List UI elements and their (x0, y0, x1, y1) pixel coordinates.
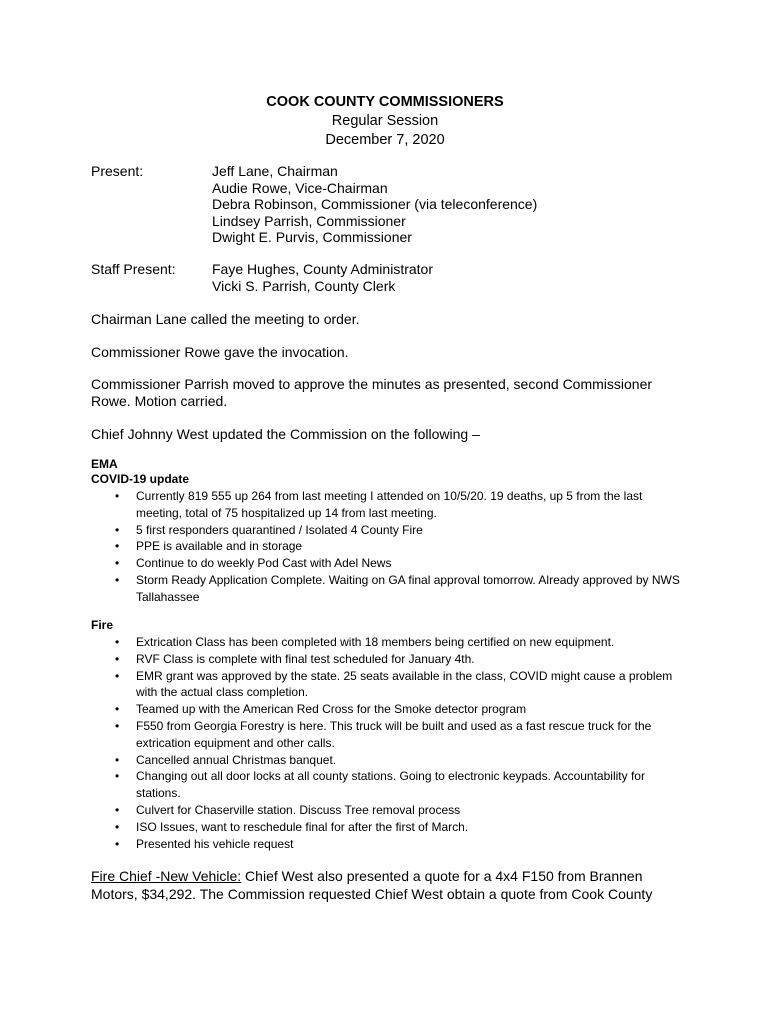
fire-heading: Fire (91, 618, 114, 632)
list-item: • Currently 819 555 up 264 from last meeting I attended on 10/5/20. 19 deaths, up 5 from the last meeting, total of 75 hospitalized up 14 from last meeting. (91, 488, 691, 522)
staff-list (212, 261, 433, 294)
list-item: • RVF Class is complete with final test scheduled for January 4th. (91, 651, 691, 668)
invocation-paragraph: Commissioner Rowe gave the invocation. (91, 344, 349, 360)
call-to-order-paragraph: Chairman Lane called the meeting to order. (91, 311, 360, 327)
meeting-date: December 7, 2020 (325, 132, 445, 148)
present-name: Jeff Lane, Chairman (212, 163, 338, 179)
fire-bullet-list (91, 634, 691, 852)
chief-update-paragraph: Chief Johnny West updated the Commission on the following – (91, 426, 480, 442)
list-item: • Culvert for Chaserville station. Discuss Tree removal process (91, 802, 691, 819)
vehicle-text: Chief West also presented a quote for a 4x4 F150 from Brannen Motors, $34,292. The Commission requested Chief West obtain a quote from Cook County (91, 868, 653, 902)
document-header (0, 93, 770, 150)
present-name: Debra Robinson, Commissioner (via teleconference) (212, 196, 538, 212)
list-item: • ISO Issues, want to reschedule final for after the first of March. (91, 819, 691, 836)
session-type: Regular Session (331, 113, 439, 129)
list-item: • PPE is available and in storage (91, 538, 691, 555)
staff-name: Vicki S. Parrish, County Clerk (212, 277, 396, 294)
covid-update-heading: COVID-19 update (91, 472, 190, 486)
list-item: • Presented his vehicle request (91, 836, 691, 853)
ema-bullet-list (91, 488, 691, 606)
list-item: • Cancelled annual Christmas banquet. (91, 752, 691, 769)
list-item: • 5 first responders quarantined / Isolated 4 County Fire (91, 522, 691, 539)
staff-present-label: Staff Present: (91, 261, 176, 277)
document-title: COOK COUNTY COMMISSIONERS (266, 94, 504, 110)
present-name: Lindsey Parrish, Commissioner (212, 212, 406, 229)
vehicle-heading: Fire Chief -New Vehicle: (91, 868, 242, 884)
list-item: • Storm Ready Application Complete. Waiting on GA final approval tomorrow. Already approved by NWS Tallahassee (91, 572, 691, 606)
minutes-motion-paragraph: Commissioner Parrish moved to approve the minutes as presented, second Commissioner Rowe. Motion carried. (91, 376, 653, 409)
present-list (212, 163, 537, 246)
list-item: • EMR grant was approved by the state. 25 seats available in the class, COVID might cause a problem with the actual class completion. (91, 668, 691, 702)
present-name: Audie Rowe, Vice-Chairman (212, 179, 388, 196)
ema-heading: EMA (91, 457, 118, 471)
list-item: • F550 from Georgia Forestry is here. This truck will be built and used as a fast rescue truck for the extrication equipment and other calls. (91, 718, 691, 752)
list-item: • Teamed up with the American Red Cross for the Smoke detector program (91, 701, 691, 718)
list-item: • Continue to do weekly Pod Cast with Adel News (91, 555, 691, 572)
vehicle-paragraph (91, 867, 691, 903)
staff-name: Faye Hughes, County Administrator (212, 261, 433, 277)
present-name: Dwight E. Purvis, Commissioner (212, 229, 412, 245)
list-item: • Extrication Class has been completed with 18 members being certified on new equipment. (91, 634, 691, 651)
present-label: Present: (91, 163, 144, 179)
list-item: • Changing out all door locks at all county stations. Going to electronic keypads. Accountability for stations. (91, 768, 691, 802)
